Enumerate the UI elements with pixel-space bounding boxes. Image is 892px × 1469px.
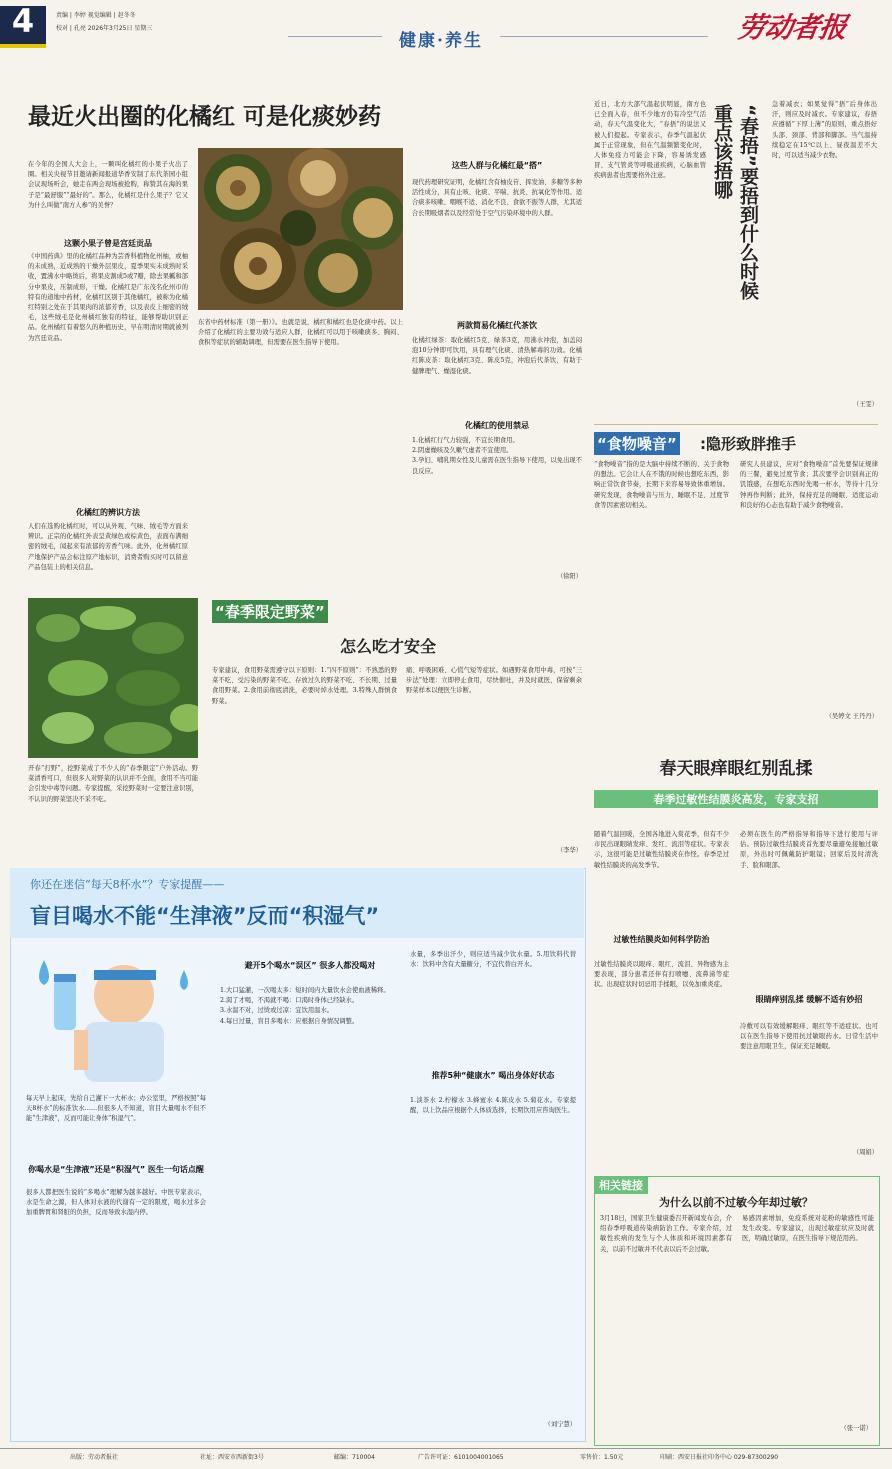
- masthead-logo: 劳动者报: [735, 11, 849, 44]
- article-water-title: 盲目喝水不能“生津液”反而“积湿气”: [30, 904, 380, 928]
- editors-line-2: 校对 | 孔亮 2026年3月25日 星期三: [56, 25, 153, 32]
- article-chunwu-col1: 近日，北方大部气温起伏明显，南方也已全面入春，但不少地方仍有冷空气活动，春天气温变化大，“春捂”的说法又被人们提起。专家表示，春季气温起伏属于正常现象，但在气温频繁变化时，人体免疫力可能会下降，容易诱发感冒、支气管炎等呼吸道疾病，心脑血管疾病患者也需要格外注意。: [594, 101, 706, 180]
- article-water-col2: 1.大口猛灌，一次喝太多：短时间内大量饮水会使血液稀释。 2.渴了才喝，不渴就不喝：口渴时身体已经缺水。 3.水温不对，过烫或过凉：宜饮用温水。 4.每日过量，盲目多喝水：应根据自身情况调整。: [220, 987, 390, 1025]
- article-food-noise-byline: （吴婷文 王丹丹）: [825, 713, 878, 720]
- article-link-byline: （张一诺）: [840, 1425, 872, 1432]
- article-huajuhong-sub1: 这颗小果子曾是宫廷贡品: [64, 239, 152, 248]
- footer-postcode: 邮编：710004: [334, 1454, 375, 1461]
- article-water-byline: （刘宁慧）: [544, 1421, 576, 1428]
- article-huajuhong-mid: 东省中药材标准（第一册）》。也就是说，橘红和橘红也是化痰中药。以上介绍了化橘红的主要功效与适应人群，化橘红可以用于咳嗽痰多、胸闷、食积等症状的辅助调理，但需要在医生指导下使用。: [198, 319, 403, 347]
- article-food-noise-title: :隐形致胖推手: [700, 435, 796, 453]
- article-eye-col1: 随着气温回暖，全国各地进入赏花季，但有不少市民出现眼睛发痒、发红、流泪等症状。专家表示，这很可能是过敏性结膜炎在作怪。春季是过敏性结膜炎的高发季节。: [594, 831, 729, 869]
- article-eye-col1b: 过敏性结膜炎以眼痒、眼红、流泪、异物感为主要表现，部分患者还伴有打喷嚏、流鼻涕等症状。出现症状时切忌用手揉眼，以免加重炎症。: [594, 961, 729, 989]
- article-huajuhong-sub2: 化橘红的辨识方法: [76, 508, 140, 517]
- article-eye-col2b: 冷敷可以有效缓解眼痒、眼红等不适症状。也可以在医生指导下使用抗过敏眼药水。日常生活中要注意用眼卫生，保证充足睡眠。: [740, 1023, 878, 1051]
- article-eye-byline: （周娟）: [852, 1149, 878, 1156]
- article-food-noise-col2: 研究人员建议，应对“食物噪音”首先要保证规律的三餐，避免过度节食；其次要学会识别真正的饥饿感，在想吃东西时先喝一杯水，等待十几分钟再作判断；此外，保持充足的睡眠、适度运动和良好的心态也有助于减少食物噪音。: [740, 461, 878, 509]
- article-wildveg-tag: “春季限定野菜”: [212, 600, 328, 623]
- article-water-sub2: 避开5个喝水“误区” 很多人都没喝对: [244, 961, 376, 970]
- article-link-col1: 3月18日，国家卫生健康委召开新闻发布会，介绍春季呼吸道传染病防治工作。专家介绍，过敏性疾病的发生与个人体质和环境因素都有关，以前不过敏并不代表以后不会过敏。: [600, 1215, 732, 1253]
- water-drinking-illustration-graphic: [14, 940, 214, 1090]
- section-label: 健康·养生: [399, 31, 483, 51]
- article-eye-title: 春天眼痒眼红别乱揉: [659, 759, 813, 779]
- article-eye-sub1: 过敏性结膜炎如何科学防治: [613, 935, 710, 944]
- article-huajuhong-body5: 1.化橘红行气力较强，不宜长期食用。 2.阴虚燥咳及久嗽气虚者不宜使用。 3.孕妇、哺乳期女性及儿童需在医生指导下使用，以免出现不良反应。: [412, 437, 582, 475]
- article-huajuhong-sub3: 这些人群与化橘红最“搭”: [451, 161, 543, 170]
- article-wildveg-col2: 专家建议，食用野菜需遵守以下原则：1.“四不原则”：不熟悉的野菜不吃、受污染的野菜不吃、存放过久的野菜不吃、不长期、过量食用野菜。2.食用前彻底清洗，必要时焯水处理。3.特殊人群慎食野菜。: [212, 667, 397, 705]
- article-huajuhong-lead: 在今年的全国人大会上，一颗叫化橘红的小果子火出了圈。相关央视节目邀请新闻报道华香安制了东代茶园小组会议现场听会，她走在两会现场被抢购，称赞其在海的果子是“最舒服”“最好的”。那么，化橘红是什么果子？它又为什么叫做“南方人参”的美誉？: [28, 161, 188, 209]
- wild-veg-photo-graphic: [28, 598, 198, 758]
- article-eye-sub2: 眼睛痒别乱揉 缓解不适有妙招: [755, 995, 863, 1004]
- article-food-noise-col1: “食物噪音”指的是大脑中持续不断的、关于食物的想法。它会让人在不饿的时候也想吃东西，影响正常饮食节奏，长期下来容易导致体重增加。研究发现，食物噪音与压力、睡眠不足、过度节食等因素密切相关。: [594, 461, 729, 509]
- article-huajuhong-body2: 人们在选购化橘红时，可以从外观、气味、绒毛等方面来辨识。正宗的化橘红外表呈黄绿色或棕黄色，表面布满细密的绒毛，闻起来有浓郁的芳香气味。此外，化州橘红原产地保护产品会标注原产地标识，消费者购买时可以留意产品包装上的相关信息。: [28, 523, 188, 571]
- footer-address: 社址：西安市西新街3号: [200, 1454, 264, 1461]
- article-wildveg-col3: 痛、呼吸困难、心慌气短等症状。如遇野菜食用中毒，可按“三步法”处理：立即停止食用，尽快催吐，并及时就医，保留剩余野菜样本以便医生诊断。: [406, 667, 582, 695]
- footer-printer: 印刷：西安日报社印务中心 029-87300290: [660, 1454, 779, 1461]
- water-drinking-illustration: [14, 940, 214, 1090]
- wild-veg-photo: [28, 598, 198, 758]
- article-chunwu-title-1: 重点该捂哪: [711, 104, 733, 199]
- article-huajuhong-body3: 现代药理研究证明，化橘红含有柚皮苷、挥发油、多糖等多种活性成分，具有止咳、化痰、平喘、抗炎、抗氧化等作用。适合痰多咳嗽、咽喉不适、消化不良、食欲不振等人群，尤其适合长期吸烟者以及经常处于空气污染环境中的人群。: [412, 179, 582, 217]
- article-wildveg-title: 怎么吃才安全: [340, 637, 437, 656]
- article-water-sub3: 推荐5种“健康水” 喝出身体好状态: [431, 1071, 555, 1080]
- article-link-tag: 相关链接: [594, 1176, 648, 1194]
- article-chunwu-title-2: “春捂”要捂到什么时候: [737, 104, 759, 300]
- article-wildveg-col1: 开春“打野”，挖野菜成了不少人的“春季限定”户外活动。野菜清香可口，但很多人对野菜的认识并不全面，食用不当可能会引发中毒等问题。专家提醒，采挖野菜时一定要注意识别，不认识的野菜坚决不采不吃。: [28, 765, 198, 803]
- article-wildveg-byline: （李华）: [556, 847, 582, 854]
- article-eye-subtitle: 春季过敏性结膜炎高发，专家支招: [653, 793, 819, 806]
- article-huajuhong-sub4: 两款简易化橘红代茶饮: [457, 321, 537, 330]
- page-number-underline: [0, 44, 46, 48]
- article-huajuhong-sub5: 化橘红的使用禁忌: [465, 421, 529, 430]
- footer-publisher: 出版：劳动者报社: [70, 1454, 119, 1461]
- footer-price: 零售价：1.50元: [580, 1454, 624, 1461]
- editors-line-1: 责编 | 李婷 视觉编辑 | 赵冬冬: [56, 12, 136, 19]
- article-water-col1b: 很多人都把医生说的“多喝水”理解为越多越好。中医专家表示，水是生命之源，但人体对水液的代谢有一定的限度，喝水过多会加重脾胃和肾脏的负担，反而导致水湿内停。: [26, 1189, 206, 1217]
- article-huajuhong-body1: 《中国药典》里的化橘红品种为芸香科植物化州柚，或柚的未成熟，近成熟的干燥外层果皮，夏季果实未成熟时采收，置沸水中略烫后，将果皮割成5或7瓣，除去果瓤和部分中果皮，压制成形，干燥。化橘红是广东茂名化州市的特有的道地中药材，化橘红区别于其他橘红，被称为化橘红特别之处在于其果肉的浓郁芳香，以及表皮上细密的绒毛，这些绒毛是化州橘红独有的特征，能够帮助识别正品。化州橘红有着悠久的种植历史，早在明清时期就被列为宫廷贡品。: [28, 253, 188, 342]
- footer-license: 广告许可证：6101004001065: [418, 1454, 504, 1461]
- huajuhong-photo: [198, 148, 403, 310]
- article-water-sub1: 你喝水是“生津液”还是“积湿气” 医生一句话点醒: [28, 1165, 204, 1174]
- footer-rule: [0, 1448, 892, 1449]
- page-header: [0, 0, 892, 70]
- huajuhong-photo-graphic: [198, 148, 403, 310]
- article-food-noise-rule: [594, 424, 878, 425]
- article-eye-col2: 必须在医生的严格指导和指导下进行使用与评估。预防过敏性结膜炎首先要尽量避免接触过敏原，外出时可佩戴防护眼镜；回家后及时清洗手、脸和眼部。: [740, 831, 878, 869]
- article-water-col3: 水量，多季出汗少，则应适当减少饮水量。5.用饮料代替水：饮料中含有大量糖分，不宜代替白开水。: [410, 951, 576, 969]
- article-water-col3b: 1.淡茶水 2.柠檬水 3.蜂蜜水 4.陈皮水 5.菊花水。专家提醒，以上饮品应根据个人体质选择，长期饮用应咨询医生。: [410, 1097, 576, 1115]
- article-huajuhong-body4: 化橘红绿茶：取化橘红5克、绿茶3克，用沸水冲泡，加盖闷泡10分钟即可饮用，具有理气化痰、清热解毒的功效。化橘红陈皮茶：取化橘红3克、陈皮5克，冲泡后代茶饮，有助于健脾理气、燥湿化痰。: [412, 337, 582, 375]
- article-food-noise-tag: “食物噪音”: [594, 432, 680, 455]
- page-number: 4: [11, 2, 35, 40]
- article-water-kicker: 你还在迷信“每天8杯水”？专家提醒——: [30, 878, 225, 891]
- article-huajuhong-title: 最近火出圈的化橘红 可是化痰妙药: [28, 104, 382, 130]
- article-water-col1: 每天早上起床，先给自己灌下一大杯水；办公室里，严格按照“每天8杯水”的标准饮水……但很多人不知道，盲目大量喝水不但不能“生津液”，反而可能让身体“积湿气”。: [26, 1095, 206, 1123]
- article-huajuhong-byline: （徐阳）: [556, 573, 582, 580]
- article-link-title: 为什么以前不过敏今年却过敏？: [659, 1196, 813, 1209]
- article-chunwu-byline: （王雯）: [852, 401, 878, 408]
- article-chunwu-col2: 急着减衣；如果觉得“捂”后身体出汗，则应及时减衣。专家建议，春捂应遵循“下厚上薄”的原则，重点捂好头部、颈部、背部和脚部。当气温持续稳定在15℃以上、昼夜温差不大时，可以适当减少衣物。: [772, 101, 877, 160]
- article-link-col2: 易感因素增加，免疫系统对花粉的敏感性可能发生改变。专家建议，出现过敏症状应及时就医，明确过敏原，在医生指导下规范用药。: [742, 1215, 874, 1243]
